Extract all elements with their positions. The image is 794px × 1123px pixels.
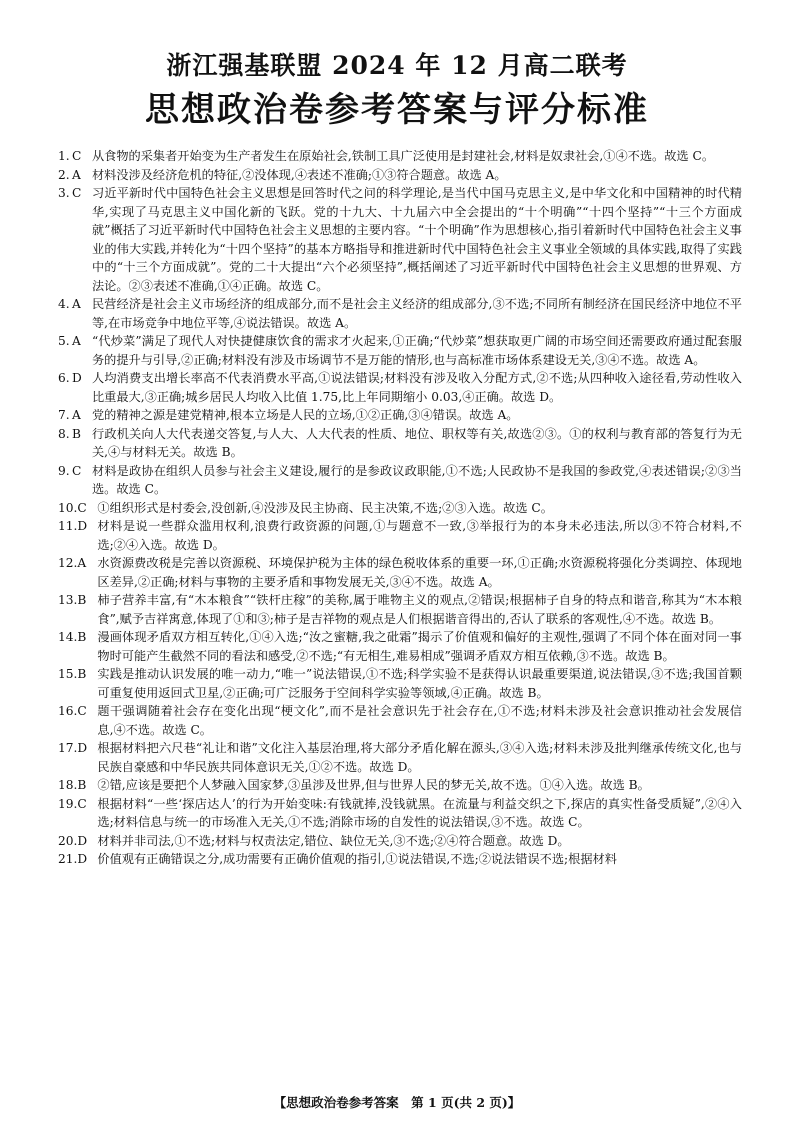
- answer-letter: D: [77, 741, 88, 755]
- explanation-text: 行政机关向人大代表递交答复,与人大、人大代表的性质、地位、职权等有关,故选②③。①的权利与教育部的答复行为无关,④与材料无关。故选 B。: [92, 426, 742, 459]
- explanation-text: 材料没涉及经济危机的特征,②没体现,④表述不准确;①③符合题意。故选 A。: [92, 167, 507, 182]
- answer-item: [58, 369, 742, 406]
- answer-item: [58, 628, 742, 665]
- answer-letter: D: [77, 519, 88, 533]
- explanation-text: 漫画体现矛盾双方相互转化,①④入选;“汝之蜜糖,我之砒霜”揭示了价值观和偏好的主观性,强调了不同个体在面对同一事物时可能产生截然不同的看法和感受,②不选;“有无相生,难易相成”强调矛盾双方相互依赖,③不选。故选 B。: [97, 630, 742, 663]
- question-number: 17.: [58, 741, 78, 755]
- question-number: 14.: [58, 630, 78, 644]
- answer-letter: D: [77, 852, 88, 866]
- answer-item: [58, 850, 742, 869]
- question-number: 19.: [58, 796, 78, 811]
- answer-item: [58, 665, 742, 702]
- answer-item: [58, 554, 742, 591]
- explanation-text: 题干强调随着社会存在变化出现“梗文化”,而不是社会意识先于社会存在,①不选;材料未涉及社会意识推动社会发展信息,④不选。故选 C。: [97, 704, 742, 737]
- answer-item: [58, 702, 742, 739]
- question-number: 3.: [58, 186, 70, 200]
- answer-item: [58, 147, 742, 166]
- explanation-text: 材料是说一些群众滥用权利,浪费行政资源的问题,①与题意不一致,③举报行为的本身未必违法,所以③不符合材料,不选;②④入选。故选 D。: [97, 519, 742, 552]
- answer-letter: B: [72, 426, 81, 441]
- answer-item: [58, 462, 742, 499]
- question-number: 11.: [58, 519, 78, 533]
- explanation-text: ①组织形式是村委会,没创新,④没涉及民主协商、民主决策,不选;②③入选。故选 C。: [97, 500, 553, 515]
- explanation-text: 实践是推动认识发展的唯一动力,“唯一”说法错误,①不选;科学实验不是获得认识最重要渠道,说法错误,③不选;我国首颗可重复使用返回式卫星,②正确;可广泛服务于空间科学实验等领域,④正确。故选 B。: [97, 667, 742, 700]
- answer-letter: C: [77, 796, 87, 811]
- explanation-text: 价值观有正确错误之分,成功需要有正确价值观的指引,①说法错误,不选;②说法错误不选;根据材料: [97, 852, 617, 866]
- answer-item: [58, 739, 742, 776]
- document-subtitle: 思想政治卷参考答案与评分标准: [145, 90, 649, 130]
- question-number: 9.: [58, 463, 70, 478]
- answer-item: [58, 295, 742, 332]
- answer-item: [58, 166, 742, 185]
- answer-letter: B: [77, 593, 87, 607]
- answer-letter: B: [77, 667, 87, 681]
- document-title: 浙江强基联盟 2024 年 12 月高二联考: [166, 51, 628, 80]
- answer-letter: A: [72, 167, 81, 182]
- answer-letter: B: [77, 778, 87, 792]
- question-number: 12.: [58, 556, 78, 570]
- answer-item: [58, 832, 742, 851]
- explanation-text: 水资源费改税是完善以资源税、环境保护税为主体的绿色税收体系的重要一环,①正确;水资源税将强化分类调控、体现地区差异,②正确;材料与事物的主要矛盾和事物发展无关,③④不选。故选 A。: [97, 556, 742, 589]
- explanation-text: 材料并非司法,①不选;材料与权责法定,错位、缺位无关,③不选;②④符合题意。故选 D。: [97, 833, 570, 848]
- question-number: 5.: [58, 334, 70, 348]
- question-number: 6.: [58, 371, 70, 385]
- explanation-text: 从食物的采集者开始变为生产者发生在原始社会,铁制工具广泛使用是封建社会,材料是奴隶社会,①④不选。故选 C。: [92, 149, 715, 163]
- answer-item: [58, 776, 742, 795]
- answer-letter: C: [72, 463, 82, 478]
- answer-item: [58, 517, 742, 554]
- question-number: 16.: [58, 704, 78, 718]
- explanation-text: 材料是政协在组织人员参与社会主义建设,履行的是参政议政职能,①不选;人民政协不是我国的参政党,④表述错误;②③当选。故选 C。: [92, 463, 742, 496]
- question-number: 7.: [58, 408, 70, 422]
- explanation-text: 柿子营养丰富,有“木本粮食”“铁杆庄稼”的美称,属于唯物主义的观点,②错误;根据柿子自身的特点和谐音,称其为“木本粮食”,赋予吉祥寓意,体现了①和③;柿子是吉祥物的观点是人们根据谐音得出的,否认了联系的客观性,④不选。故选 B。: [97, 593, 742, 626]
- explanation-text: 人均消费支出增长率高不代表消费水平高,①说法错误;材料没有涉及收入分配方式,②不选;从四种收入途径看,劳动性收入比重最大,③正确;城乡居民人均收入比值 1.75,比上年同期缩小 0.03,④正确。故选 D。: [92, 371, 742, 404]
- answer-letter: A: [77, 556, 87, 570]
- question-number: 13.: [58, 593, 78, 607]
- answer-letter: D: [72, 371, 82, 385]
- answer-letter: B: [77, 630, 87, 644]
- answer-item: [58, 332, 742, 369]
- answer-letter: C: [77, 500, 87, 515]
- answer-letter: A: [72, 334, 81, 348]
- answer-letter: C: [72, 149, 82, 163]
- question-number: 21.: [58, 852, 78, 866]
- explanation-text: 根据材料“一些‘探店达人’的行为开始变味:有钱就捧,没钱就黑。在流量与利益交织之下,探店的真实性备受质疑”,②④入选;材料信息与统一的市场准入无关,①不选;消除市场的自发性的说法错误,③不选。故选 C。: [97, 796, 742, 829]
- question-number: 15.: [58, 667, 78, 681]
- explanation-text: 习近平新时代中国特色社会主义思想是回答时代之问的科学理论,是当代中国马克思主义,是中华文化和中国精神的时代精华,实现了马克思主义中国化新的飞跃。党的十九大、十九届六中全会提出的“十个明确”“十四个坚持”“十三个方面成就”概括了习近平新时代中国特色社会主义思想的主要内容。“十个明确”作为思想核心,指引着新时代中国特色社会主义事业的伟大实践,并转化为“十四个坚持”的基本方略指导和推进新时代中国特色社会主义事业全领域的具体实践,取得了实践中的“十三个方面成就”。党的二十大提出“六个必须坚持”,概括阐述了习近平新时代中国特色社会主义思想的世界观、方法论。②③表述不准确,①④正确。故选 C。: [92, 186, 742, 293]
- question-number: 8.: [58, 426, 70, 441]
- answer-item: [58, 499, 742, 518]
- explanation-text: 根据材料把六尺巷“礼让和谐”文化注入基层治理,将大部分矛盾化解在源头,③④入选;材料未涉及批判继承传统文化,也与民族自豪感和中华民族共同体意识无关,①②不选。故选 D。: [97, 741, 742, 774]
- question-number: 1.: [58, 149, 70, 163]
- question-number: 10.: [58, 500, 78, 515]
- explanation-text: 民营经济是社会主义市场经济的组成部分,而不是社会主义经济的组成部分,③不选;不同所有制经济在国民经济中地位不平等,在市场竞争中地位平等,④说法错误。故选 A。: [92, 297, 742, 330]
- explanation-text: ②错,应该是要把个人梦融入国家梦,③虽涉及世界,但与世界人民的梦无关,故不选。①④入选。故选 B。: [97, 778, 650, 792]
- explanation-text: “代炒菜”满足了现代人对快捷健康饮食的需求才火起来,①正确;“代炒菜”想获取更广阔的市场空间还需要政府通过配套服务的提升与引导,②正确;材料没有涉及市场调节不是万能的情形,也与高标准市场体系建设无关,③④不选。故选 A。: [92, 334, 742, 367]
- question-number: 20.: [58, 833, 78, 848]
- answer-item: [58, 425, 742, 462]
- page-footer: 【思想政治卷参考答案 第 1 页(共 2 页)】: [273, 1095, 521, 1110]
- answer-item: [58, 591, 742, 628]
- answer-item: [58, 406, 742, 425]
- question-number: 2.: [58, 167, 70, 182]
- question-number: 4.: [58, 297, 70, 311]
- answer-item: [58, 795, 742, 832]
- question-number: 18.: [58, 778, 78, 792]
- answer-letter: A: [72, 297, 81, 311]
- answer-letter: C: [77, 704, 87, 718]
- answer-letter: C: [72, 186, 82, 200]
- answer-letter: D: [77, 833, 88, 848]
- explanation-text: 党的精神之源是建党精神,根本立场是人民的立场,①②正确,③④错误。故选 A。: [92, 408, 519, 422]
- answer-list: [58, 147, 742, 869]
- answer-letter: A: [72, 408, 81, 422]
- answer-item: [58, 184, 742, 295]
